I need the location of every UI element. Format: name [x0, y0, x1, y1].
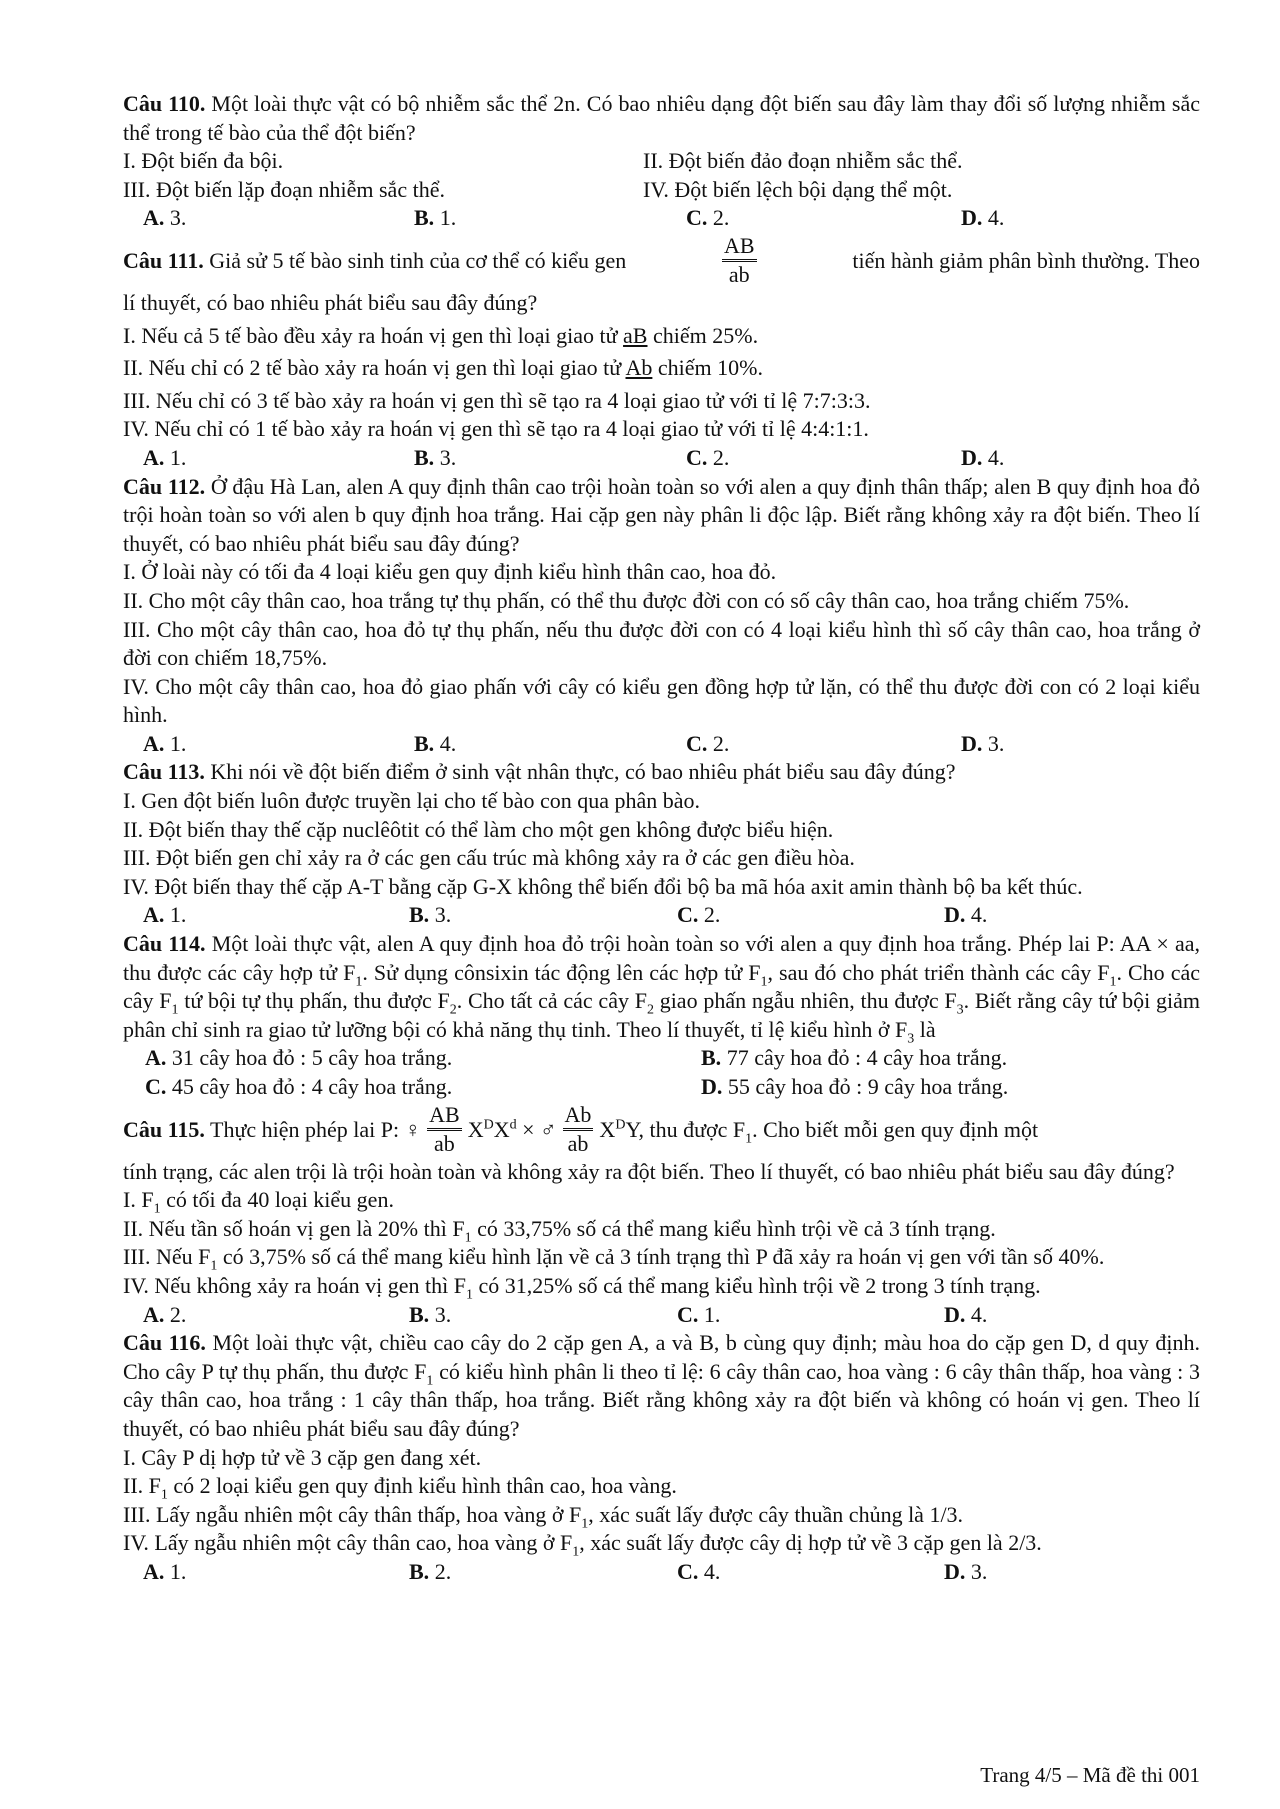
genotype-fraction: $\frac{AB}{ab}$	[724, 233, 755, 288]
option-c[interactable]: C. 1.	[677, 1301, 721, 1327]
statement: III. Cho một cây thân cao, hoa đỏ tự thụ phấn, nếu thu được đời con có 4 loại kiểu hình thì số cây thân cao, hoa trắng ở đời con chiếm 18,75%.	[123, 616, 1200, 671]
statement: I. Đột biến đa bội.	[123, 148, 284, 174]
option-b[interactable]: B. 77 cây hoa đỏ : 4 cây hoa trắng.	[701, 1045, 1008, 1071]
statement: II. Đột biến thay thế cặp nuclêôtit có thể làm cho một gen không được biểu hiện.	[123, 816, 834, 842]
option-b[interactable]: B. 4.	[414, 730, 457, 756]
question-113	[123, 758, 1200, 787]
statement: III. Đột biến gen chỉ xảy ra ở các gen cấu trúc mà không xảy ra ở các gen điều hòa.	[123, 845, 855, 871]
option-a[interactable]: A. 1.	[143, 730, 187, 756]
option-a[interactable]: A. 3.	[143, 205, 187, 231]
question-110	[123, 90, 1200, 147]
question-stem-cont: tiến hành giảm phân bình thường. Theo	[852, 247, 1200, 273]
question-114: Câu 114. Một loài thực vật, alen A quy định hoa đỏ trội hoàn toàn so với alen a quy định hoa trắng. Phép lai P: AA × aa, thu được các cây hợp tử $F_1$. Sử dụng cônsixin tác động lên các hợp tử $F_1$, sau đó cho phát triển thành các cây $F_1$. Cho các cây $F_1$ tứ bội tự thụ phấn, thu được $F_2$. Cho tất cả các cây $F_2$ giao phấn ngẫu nhiên, thu được $F_3$. Biết rằng cây tứ bội giảm phân chỉ sinh ra giao tử lưỡng bội có khả năng thụ tinh. Theo lí thuyết, tỉ lệ kiểu hình ở $F_3$ là	[123, 931, 1201, 1047]
option-d[interactable]: D. 4.	[944, 1301, 988, 1327]
answer-options	[123, 730, 1200, 759]
page-footer: Trang 4/5 – Mã đề thi 001	[980, 1763, 1200, 1787]
question-stem: Ở đậu Hà Lan, alen A quy định thân cao trội hoàn toàn so với alen a quy định thân thấp; alen B quy định hoa đỏ trội hoàn toàn so với alen b quy định hoa trắng. Hai cặp gen này phân li độc lập. Biết rằng không xảy ra đột biến. Theo lí thuyết, có bao nhiêu phát biểu sau đây đúng?	[123, 473, 1200, 556]
option-b[interactable]: B. 3.	[414, 444, 457, 470]
question-stem-cont: lí thuyết, có bao nhiêu phát biểu sau đây đúng?	[123, 289, 538, 315]
statement: IV. Nếu chỉ có 1 tế bào xảy ra hoán vị gen thì sẽ tạo ra 4 loại giao tử với tỉ lệ 4:4:1:1.	[123, 416, 869, 442]
statement: II. Nếu chỉ có 2 tế bào xảy ra hoán vị gen thì loại giao tử Ab chiếm 10%.	[123, 355, 763, 381]
option-b[interactable]: B. 3.	[409, 902, 452, 928]
option-b[interactable]: B. 2.	[409, 1558, 452, 1584]
genotype-fraction: $\frac{Ab}{ab}$	[564, 1102, 592, 1157]
answer-options	[123, 1558, 1200, 1587]
statement: III. Nếu chỉ có 3 tế bào xảy ra hoán vị gen thì sẽ tạo ra 4 loại giao tử với tỉ lệ 7:7:3:3.	[123, 387, 871, 413]
statement: I. Cây P dị hợp tử về 3 cặp gen đang xét.	[123, 1444, 482, 1470]
answer-options	[123, 1301, 1200, 1330]
option-d[interactable]: D. 3.	[961, 730, 1005, 756]
option-a[interactable]: A. 1.	[143, 444, 187, 470]
question-label: Câu 113.	[123, 759, 205, 785]
statement: IV. Lấy ngẫu nhiên một cây thân cao, hoa vàng ở $F_1$, xác suất lấy được cây dị hợp tử về 3 cặp gen là 2/3.	[123, 1530, 1042, 1560]
answer-options	[123, 204, 1200, 233]
answer-options	[123, 1044, 1200, 1073]
statement: III. Nếu $F_1$ có 3,75% số cá thể mang kiểu hình lặn về cả 3 tính trạng thì P đã xảy ra hoán vị gen với tần số 40%.	[123, 1244, 1105, 1274]
question-stem-cont: tính trạng, các alen trội là trội hoàn toàn và không xảy ra đột biến. Theo lí thuyết, có bao nhiêu phát biểu sau đây đúng?	[123, 1158, 1175, 1184]
statement-grid	[123, 176, 1200, 205]
statement: IV. Đột biến lệch bội dạng thể một.	[643, 176, 953, 202]
option-d[interactable]: D. 4.	[944, 902, 988, 928]
option-d[interactable]: D. 55 cây hoa đỏ : 9 cây hoa trắng.	[701, 1074, 1009, 1099]
option-d[interactable]: D. 3.	[944, 1558, 988, 1584]
answer-options	[123, 1073, 1200, 1102]
statement: I. $F_1$ có tối đa 40 loại kiểu gen.	[123, 1187, 394, 1217]
statement: I. Gen đột biến luôn được truyền lại cho tế bào con qua phân bào.	[123, 788, 701, 814]
statement: IV. Cho một cây thân cao, hoa đỏ giao phấn với cây có kiểu gen đồng hợp tử lặn, có thể thu được đời con có 2 loại kiểu hình.	[123, 673, 1200, 728]
genotype-fraction: $\frac{AB}{ab}$	[429, 1102, 460, 1157]
question-label: Câu 111.	[123, 247, 204, 273]
question-label: Câu 112.	[123, 473, 206, 499]
option-c[interactable]: C. 2.	[686, 205, 730, 231]
statement: II. Cho một cây thân cao, hoa trắng tự thụ phấn, có thể thu được đời con có số cây thân cao, hoa trắng chiếm 75%.	[123, 587, 1130, 613]
option-d[interactable]: D. 4.	[961, 444, 1005, 470]
question-stem: Giả sử 5 tế bào sinh tinh của cơ thể có kiểu gen	[203, 247, 627, 273]
statement: I. Nếu cả 5 tế bào đều xảy ra hoán vị gen thì loại giao tử aB chiếm 25%.	[123, 322, 759, 348]
option-a[interactable]: A. 2.	[143, 1301, 187, 1327]
option-a[interactable]: A. 1.	[143, 1558, 187, 1584]
answer-options	[123, 901, 1200, 930]
statement: I. Ở loài này có tối đa 4 loại kiểu gen quy định kiểu hình thân cao, hoa đỏ.	[123, 559, 777, 585]
option-b[interactable]: B. 1.	[414, 205, 457, 231]
exam-page	[123, 90, 1200, 1587]
statement-grid	[123, 147, 1200, 176]
answer-options	[123, 444, 1200, 473]
question-112	[123, 473, 1200, 559]
statement: IV. Nếu không xảy ra hoán vị gen thì $F_1$ có 31,25% số cá thể mang kiểu hình trội về 2 trong 3 tính trạng.	[123, 1272, 1041, 1303]
option-c[interactable]: C. 2.	[686, 730, 730, 756]
question-stem: Khi nói về đột biến điểm ở sinh vật nhân thực, có bao nhiêu phát biểu sau đây đúng?	[204, 759, 956, 785]
question-116: Câu 116. Một loài thực vật, chiều cao cây do 2 cặp gen A, a và B, b cùng quy định; màu hoa do cặp gen D, d quy định. Cho cây P tự thụ phấn, thu được $F_1$ có kiểu hình phân li theo tỉ lệ: 6 cây thân cao, hoa vàng : 6 cây thân thấp, hoa vàng : 3 cây thân cao, hoa trắng : 1 cây thân thấp, hoa trắng. Biết rằng không xảy ra đột biến và không có hoán vị gen. Theo lí thuyết, có bao nhiêu phát biểu sau đây đúng?	[123, 1330, 1200, 1441]
option-c[interactable]: C. 2.	[677, 902, 721, 928]
statement: II. Đột biến đảo đoạn nhiễm sắc thể.	[643, 148, 963, 174]
statement: IV. Đột biến thay thế cặp A-T bằng cặp G-X không thể biến đổi bộ ba mã hóa axit amin thành bộ ba kết thúc.	[123, 873, 1083, 899]
question-stem: Một loài thực vật có bộ nhiễm sắc thể 2n. Có bao nhiêu dạng đột biến sau đây làm thay đổi số lượng nhiễm sắc thể trong tế bào của thể đột biến?	[123, 91, 1200, 145]
statement: II. $F_1$ có 2 loại kiểu gen quy định kiểu hình thân cao, hoa vàng.	[123, 1473, 677, 1503]
question-111	[123, 233, 1200, 289]
option-c[interactable]: C. 4.	[677, 1558, 721, 1584]
question-label: Câu 115.	[123, 1116, 205, 1142]
option-a[interactable]: A. 31 cây hoa đỏ : 5 cây hoa trắng.	[145, 1045, 453, 1071]
option-b[interactable]: B. 3.	[409, 1301, 452, 1327]
statement: III. Đột biến lặp đoạn nhiễm sắc thể.	[123, 176, 445, 202]
question-label: Câu 114.	[123, 931, 206, 957]
statement: III. Lấy ngẫu nhiên một cây thân thấp, hoa vàng ở $F_1$, xác suất lấy được cây thuần chủng là 1/3.	[123, 1501, 964, 1532]
question-115: Câu 115. Thực hiện phép lai P: ♀ $\frac{AB}{ab}$ $X^DX^d$ × ♂ $\frac{Ab}{ab}$ $X^DY$, thu được $F_1$. Cho biết mỗi gen quy định một	[123, 1102, 1200, 1158]
question-label: Câu 110.	[123, 91, 206, 116]
option-c[interactable]: C. 45 cây hoa đỏ : 4 cây hoa trắng.	[145, 1074, 453, 1099]
option-c[interactable]: C. 2.	[686, 444, 730, 470]
option-a[interactable]: A. 1.	[143, 902, 187, 928]
question-label: Câu 116.	[123, 1330, 206, 1356]
option-d[interactable]: D. 4.	[961, 205, 1005, 231]
statement: II. Nếu tần số hoán vị gen là 20% thì $F_1$ có 33,75% số cá thể mang kiểu hình trội về cả 3 tính trạng.	[123, 1215, 996, 1246]
